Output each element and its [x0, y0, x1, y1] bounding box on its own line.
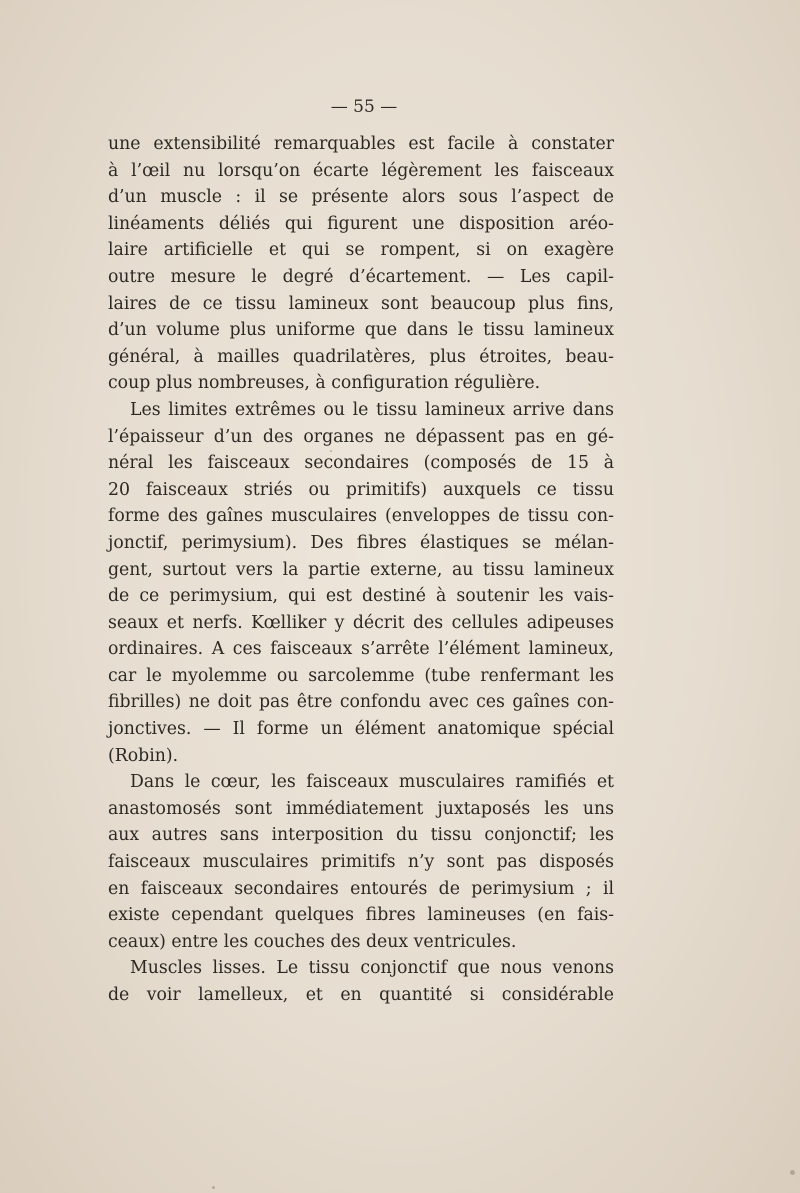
paper-speck: [330, 450, 332, 452]
text-line: laire artificielle et qui se rompent, si on exagère: [108, 240, 614, 261]
text-line: faisceaux musculaires primitifs n’y sont pas disposés: [108, 852, 614, 873]
paper-speck: [212, 1186, 215, 1189]
text-line: d’un volume plus uniforme que dans le tissu lamineux: [108, 320, 614, 341]
text-line: d’un muscle : il se présente alors sous l’aspect de: [108, 187, 614, 208]
text-line: une extensibilité remarquables est facile à constater: [108, 134, 614, 154]
text-line: ordinaires. A ces faisceaux s’arrête l’élément lamineux,: [108, 639, 614, 660]
text-line: car le myolemme ou sarcolemme (tube renfermant les: [108, 665, 614, 686]
text-line: existe cependant quelques fibres lamineuses (en fais-: [108, 905, 614, 926]
text-line: l’épaisseur d’un des organes ne dépassent pas en gé-: [108, 426, 614, 447]
text-line: gent, surtout vers la partie externe, au tissu lamineux: [108, 559, 614, 580]
text-line: en faisceaux secondaires entourés de perimysium ; il: [108, 878, 614, 899]
text-line: jonctives. — Il forme un élément anatomique spécial: [108, 719, 614, 740]
text-line: seaux et nerfs. Kœlliker y décrit des cellules adipeuses: [108, 612, 614, 633]
text-line: coup plus nombreuses, à configuration régulière.: [108, 373, 541, 394]
text-line: anastomosés sont immédiatement juxtaposés les uns: [108, 798, 614, 819]
text-line: aux autres sans interposition du tissu conjonctif; les: [108, 825, 614, 846]
text-line: Dans le cœur, les faisceaux musculaires ramifiés et: [130, 772, 614, 793]
text-line: fibrilles) ne doit pas être confondu avec ces gaînes con-: [108, 692, 614, 713]
text-line: de voir lamelleux, et en quantité si considérable: [108, 985, 614, 1005]
text-line: jonctif, perimysium). Des fibres élastiques se mélan-: [108, 532, 614, 553]
text-line: outre mesure le degré d’écartement. — Les capil-: [108, 266, 614, 287]
text-line: néral les faisceaux secondaires (composés de 15 à: [108, 453, 614, 474]
text-line: (Robin).: [108, 745, 179, 766]
text-line: linéaments déliés qui figurent une disposition aréo-: [108, 213, 614, 234]
text-line: Les limites extrêmes ou le tissu lamineux arrive dans: [130, 399, 614, 420]
text-line: 20 faisceaux striés ou primitifs) auxquels ce tissu: [108, 479, 614, 500]
body-text: [108, 131, 614, 1009]
paper-speck: [790, 1170, 795, 1175]
text-line: Muscles lisses. Le tissu conjonctif que nous venons: [130, 958, 614, 979]
text-line: ceaux) entre les couches des deux ventricules.: [108, 931, 517, 952]
text-line: forme des gaînes musculaires (enveloppes de tissu con-: [108, 506, 614, 527]
text-line: de ce perimysium, qui est destiné à soutenir les vais-: [108, 586, 614, 607]
text-line: laires de ce tissu lamineux sont beaucoup plus fins,: [108, 293, 614, 314]
text-line: général, à mailles quadrilatères, plus étroites, beau-: [108, 346, 614, 367]
text-line: à l’œil nu lorsqu’on écarte légèrement les faisceaux: [108, 160, 614, 181]
page-number: — 55 —: [330, 97, 398, 117]
